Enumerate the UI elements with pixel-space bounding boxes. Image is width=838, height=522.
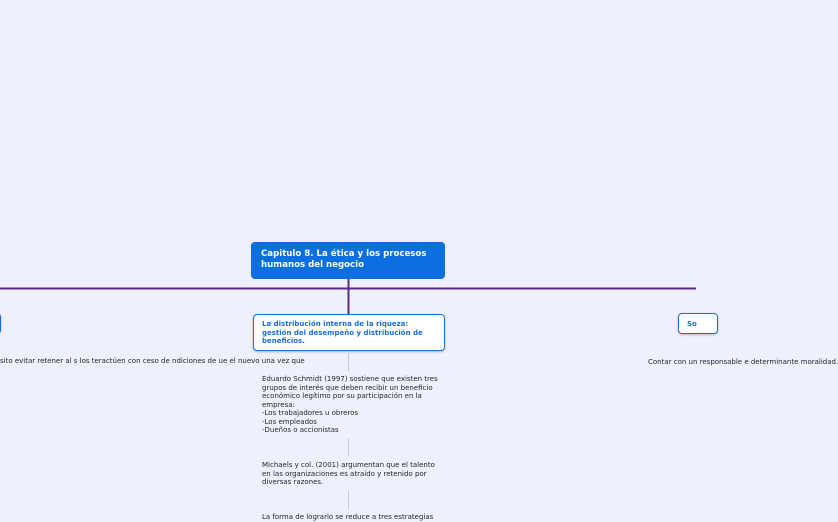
- branch-label: So: [687, 320, 697, 328]
- note-eduardo-schmidt[interactable]: Eduardo Schmidt (1997) sostiene que existen tres grupos de interés que deben recibir un beneficio económico legítimo por su participación en la empresa: -Los trabajadores u obreros -Los empleados -Dueños o accionistas: [262, 375, 438, 434]
- branch-right-partial[interactable]: [678, 313, 718, 334]
- central-topic[interactable]: [251, 242, 445, 279]
- note-left-partial[interactable]: sito evitar retener al s los teractúen con ceso de ndiciones de ue el nuevo una vez que: [0, 357, 305, 365]
- note-tres-estrategias[interactable]: La forma de lograrlo se reduce a tres estrategias: [262, 513, 434, 521]
- note-right-partial[interactable]: Contar con un responsable e determinante moralidad.: [648, 358, 838, 366]
- branch-label: La distribución interna de la riqueza: gestión del desempeño y distribución de beneficios.: [262, 320, 423, 345]
- branch-distribucion-riqueza[interactable]: [253, 314, 445, 351]
- note-michaels[interactable]: Michaels y col. (2001) argumentan que el talento en las organizaciones es atraído y retenido por diversas razones.: [262, 461, 435, 486]
- branch-left-partial[interactable]: [0, 313, 1, 334]
- central-topic-text: Capitulo 8. La ética y los procesos humanos del negocio: [261, 249, 427, 270]
